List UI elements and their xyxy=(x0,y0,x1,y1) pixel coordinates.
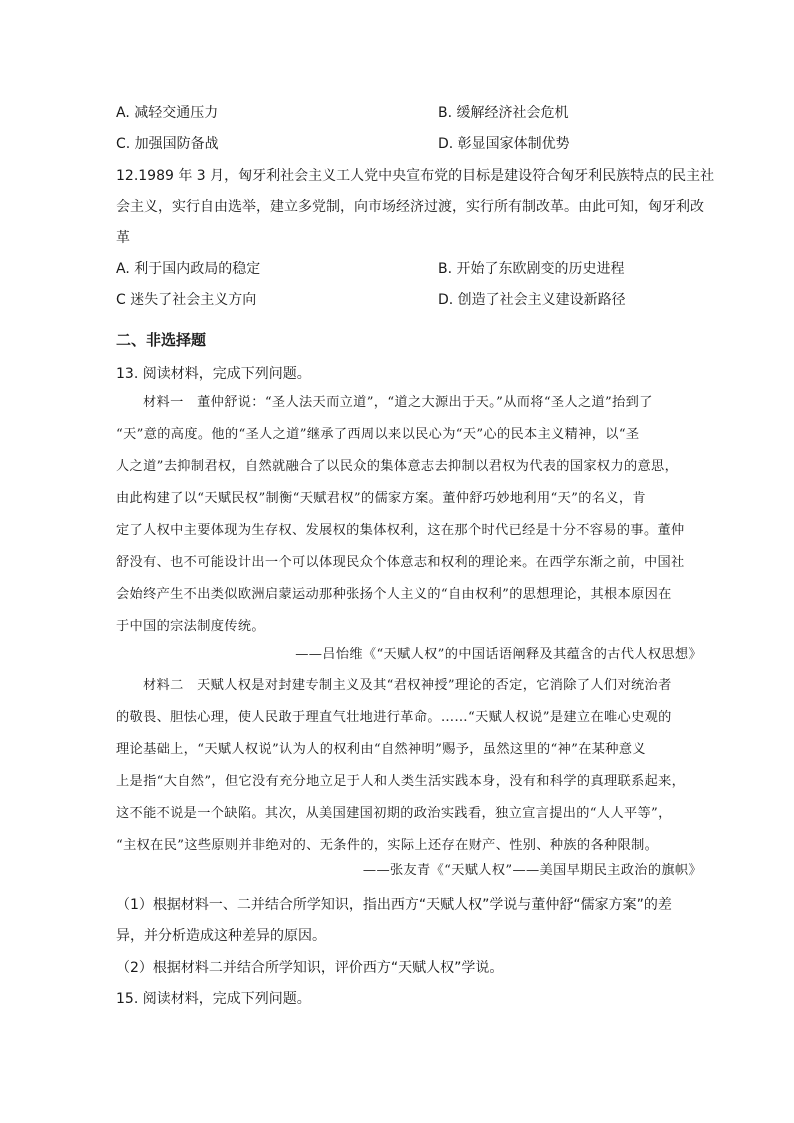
q11-option-c: C. 加强国防备战 xyxy=(116,136,219,152)
material2-line-3: 理论基础上，“天赋人权说”认为人的权利由“自然神明”赐予，虽然这里的“神”在某种意义 xyxy=(116,742,646,757)
q11-option-d: D. 彰显国家体制优势 xyxy=(438,136,570,152)
q12-option-d: D. 创造了社会主义建设新路径 xyxy=(438,292,626,308)
material1-line-4: 由此构建了以“天赋民权”制衡“天赋君权”的儒家方案。董仲舒巧妙地利用“天”的名义，肯 xyxy=(116,491,646,506)
material1-source: ——吕怡维《“天赋人权”的中国话语阐释及其蕴含的古代人权思想》 xyxy=(295,647,702,662)
q12-option-c: C 迷失了社会主义方向 xyxy=(116,292,257,308)
q13-sub1-line-1: （1）根据材料一、二并结合所学知识，指出西方“天赋人权”学说与董仲舒“儒家方案”的差 xyxy=(116,897,672,913)
material1-line-2: “天”意的高度。他的“圣人之道”继承了西周以来以民心为“天”心的民本主义精神，以“圣 xyxy=(116,427,640,442)
material1-line-6: 舒没有、也不可能设计出一个可以体现民众个体意志和权利的理论来。在西学东渐之前，中国社 xyxy=(116,555,685,570)
q11-option-b: B. 缓解经济社会危机 xyxy=(438,105,569,121)
q11-option-a: A. 减轻交通压力 xyxy=(116,105,219,121)
material2-source: ——张友青《“天赋人权”——美国早期民主政治的旗帜》 xyxy=(362,863,702,878)
q15-intro: 15. 阅读材料，完成下列问题。 xyxy=(116,991,311,1007)
material1-line-5: 定了人权中主要体现为生存权、发展权的集体权利，这在那个时代已经是十分不容易的事。董仲 xyxy=(116,523,685,538)
section-heading: 二、非选择题 xyxy=(116,331,207,349)
q13-sub2: （2）根据材料二并结合所学知识，评价西方“天赋人权”学说。 xyxy=(116,960,504,976)
q12-stem-line-1: 12.1989 年 3 月，匈牙利社会主义工人党中央宣布党的目标是建设符合匈牙利民族特点的民主社 xyxy=(116,168,715,184)
q12-stem-line-2: 会主义，实行自由选举，建立多党制，向市场经济过渡，实行所有制改革。由此可知，匈牙利改 xyxy=(116,199,704,215)
material2-line-6: “主权在民”这些原则并非绝对的、无条件的，实际上还存在财产、性别、种族的各种限制。 xyxy=(116,838,659,853)
material2-line-4: 上是指“大自然”，但它没有充分地立足于人和人类生活实践本身，没有和科学的真理联系起来， xyxy=(116,774,686,789)
q12-option-b: B. 开始了东欧剧变的历史进程 xyxy=(438,261,625,277)
q13-intro: 13. 阅读材料，完成下列问题。 xyxy=(116,366,311,382)
material2-line-5: 这不能不说是一个缺陷。其次，从美国建国初期的政治实践看，独立宣言提出的“人人平等”， xyxy=(116,806,672,821)
material2-line-1: 材料二 天赋人权是对封建专制主义及其“君权神授”理论的否定，它消除了人们对统治者 xyxy=(143,678,672,693)
material1-line-3: 人之道”去抑制君权，自然就融合了以民众的集体意志去抑制以君权为代表的国家权力的意思， xyxy=(116,459,679,474)
q13-sub1-line-2: 异，并分析造成这种差异的原因。 xyxy=(116,928,326,944)
q12-stem-line-3: 革 xyxy=(116,230,130,246)
material1-line-7: 会始终产生不出类似欧洲启蒙运动那种张扬个人主义的“自由权利”的思想理论，其根本原因在 xyxy=(116,587,672,602)
material2-line-2: 的敬畏、胆怯心理，使人民敢于理直气壮地进行革命。……“天赋人权说”是建立在唯心史观的 xyxy=(116,710,672,725)
material1-line-1: 材料一 董仲舒说：“圣人法天而立道”，“道之大源出于天。”从而将“圣人之道”抬到了 xyxy=(143,395,653,410)
q12-option-a: A. 利于国内政局的稳定 xyxy=(116,261,261,277)
material1-line-8: 于中国的宗法制度传统。 xyxy=(116,619,265,634)
